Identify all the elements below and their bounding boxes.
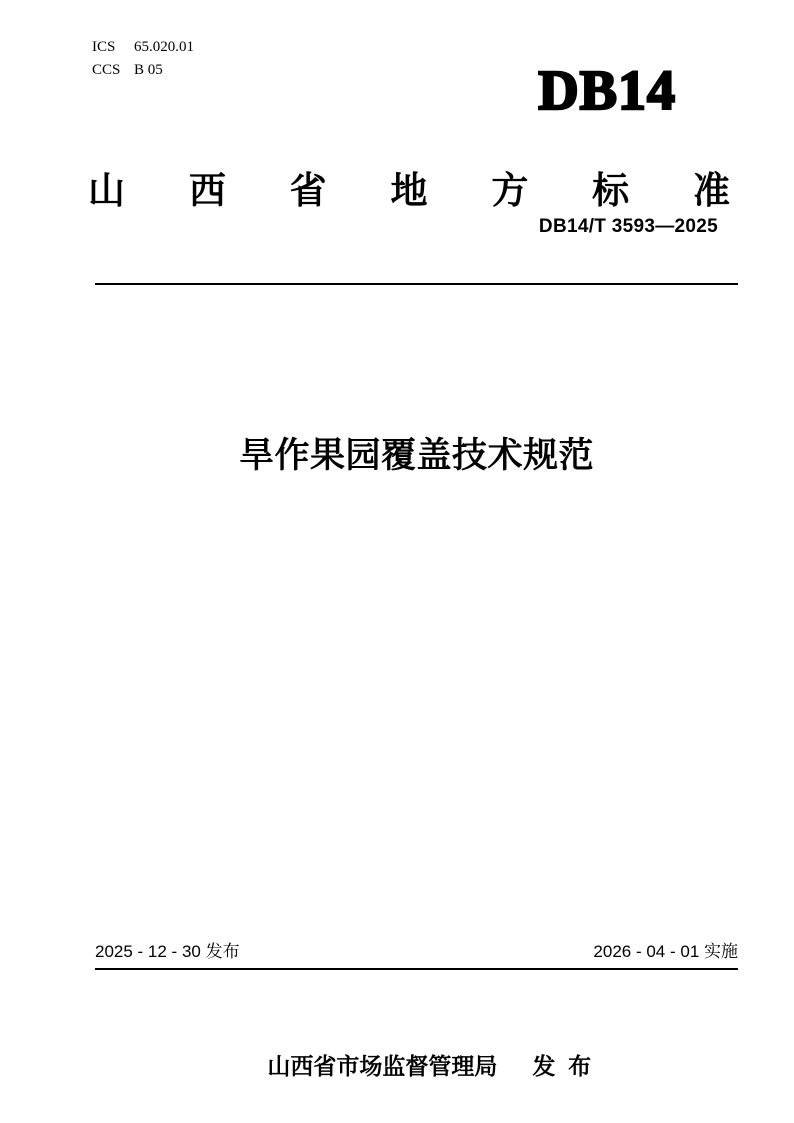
document-title: 旱作果园覆盖技术规范 bbox=[238, 436, 594, 475]
standard-name-char: 地 bbox=[390, 170, 428, 211]
standard-number: DB14/T 3593—2025 bbox=[538, 216, 718, 237]
implementation-date: 2026 - 04 - 01 实施 bbox=[593, 942, 738, 961]
classification-codes bbox=[92, 36, 194, 82]
ccs-value: B 05 bbox=[134, 62, 163, 78]
footer-divider-line bbox=[95, 968, 738, 970]
standard-name-char: 西 bbox=[188, 170, 226, 211]
issue-date: 2025 - 12 - 30 发布 bbox=[95, 942, 240, 961]
dates-row bbox=[95, 941, 738, 963]
issuer-row bbox=[95, 1021, 738, 1108]
header-divider-line bbox=[95, 283, 738, 285]
standard-name-char: 山 bbox=[88, 170, 125, 211]
standard-name-char: 省 bbox=[289, 170, 327, 211]
standard-name-char: 方 bbox=[491, 170, 529, 211]
standard-name bbox=[88, 171, 730, 212]
standard-name-char: 准 bbox=[692, 170, 730, 211]
standard-name-char: 标 bbox=[592, 170, 630, 211]
db14-logo: DB14 bbox=[538, 60, 676, 122]
ics-code-row bbox=[92, 36, 194, 59]
publish-label: 发 布 bbox=[532, 1053, 592, 1079]
issuer-name: 山西省市场监督管理局 bbox=[267, 1053, 498, 1079]
ics-value: 65.020.01 bbox=[134, 39, 194, 55]
ics-label: ICS bbox=[92, 39, 116, 55]
ccs-label: CCS bbox=[92, 62, 121, 78]
ccs-code-row bbox=[92, 59, 194, 82]
